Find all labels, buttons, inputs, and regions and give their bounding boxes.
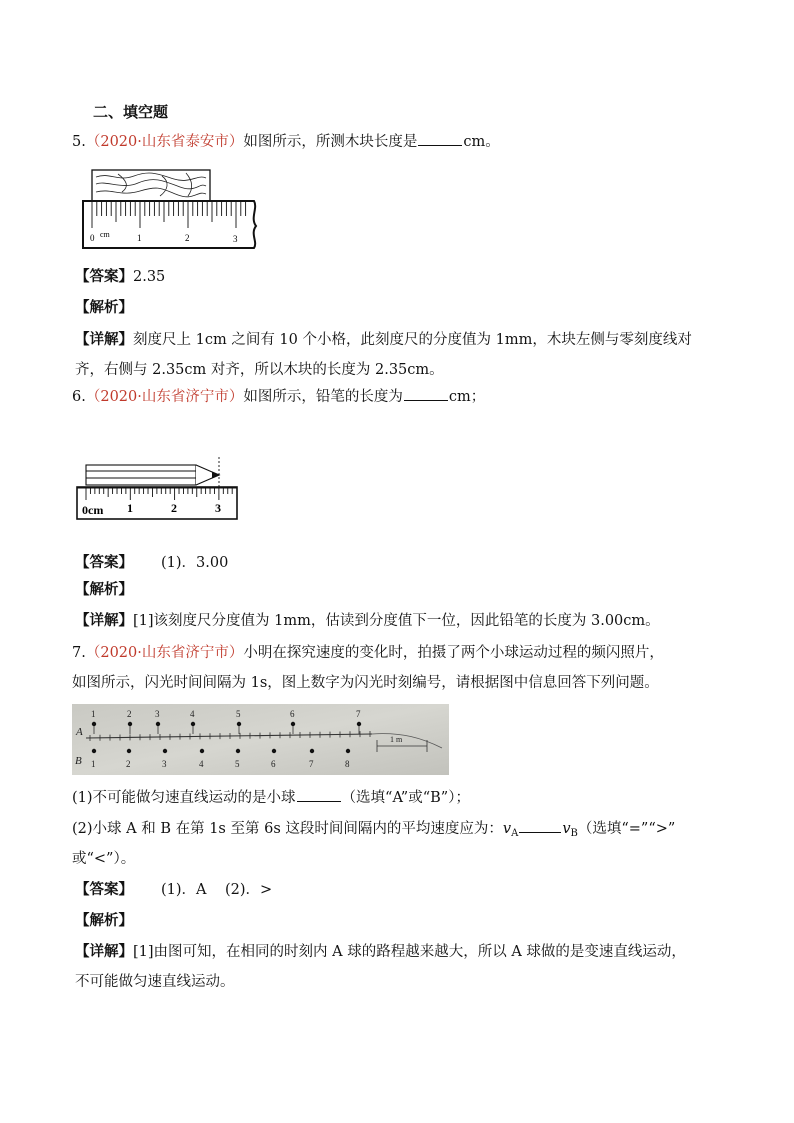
ball-a-number: 4 <box>190 709 195 719</box>
answer-value: (1)．A (2)．> <box>161 882 273 898</box>
question-number: 7. <box>72 645 86 661</box>
ruler-label-2: 2 <box>171 501 177 515</box>
ball-b-number: 5 <box>235 759 240 769</box>
ball-a-number: 5 <box>236 709 241 719</box>
detail-label: 【详解】 <box>75 332 133 348</box>
ball-a-dot <box>357 722 361 726</box>
pencil <box>86 465 219 485</box>
section-title: 二、填空题 <box>93 103 169 121</box>
detail-text: 刻度尺上 1cm 之间有 10 个小格，此刻度尺的分度值为 1mm，木块左侧与零刻度线对 <box>133 332 692 348</box>
ruler-label-1: 1 <box>127 501 133 515</box>
ball-a-number: 2 <box>127 709 132 719</box>
detail-text: [1]由图可知，在相同的时刻内 A 球的路程越来越大，所以 A 球做的是变速直线运动， <box>133 944 686 960</box>
detail-label: 【详解】 <box>75 613 133 629</box>
scale-label: 1 m <box>390 735 403 744</box>
ruler-body <box>83 201 256 248</box>
ball-b-dot <box>200 749 204 753</box>
detail-line <box>75 330 692 350</box>
ball-b-dot <box>346 749 350 753</box>
question-source: （2020·山东省泰安市） <box>85 134 244 150</box>
detail-text: [1]该刻度尺分度值为 1mm，估读到分度值下一位，因此铅笔的长度为 3.00cm。 <box>133 613 660 629</box>
ball-a-number: 7 <box>356 709 361 719</box>
sub-question-2 <box>72 818 675 844</box>
sub-question-hint: （选填“=”“>” <box>577 821 676 837</box>
answer-blank[interactable] <box>418 131 462 146</box>
answer-row-6 <box>75 553 228 573</box>
answer-blank[interactable] <box>404 386 448 401</box>
ball-b-number: 6 <box>271 759 276 769</box>
question-source: （2020·山东省济宁市） <box>85 389 244 405</box>
answer-label: 【答案】 <box>75 555 133 571</box>
sub-question-hint: （选填“A”或“B”）； <box>341 790 470 806</box>
ball-a-dot <box>237 722 241 726</box>
detail-line-2: 不可能做匀速直线运动。 <box>75 974 235 990</box>
ruler-label-1: 1 <box>137 233 142 243</box>
velocity-symbol: v <box>502 821 512 837</box>
ruler-label-0: 0 <box>90 233 95 243</box>
ball-a-dot <box>128 722 132 726</box>
answer-row-5 <box>75 267 165 287</box>
ball-b-dot <box>310 749 314 753</box>
ball-b-dot <box>92 749 96 753</box>
ball-b-number: 1 <box>91 759 96 769</box>
ruler-label-3: 3 <box>233 234 238 244</box>
ball-b-number: 4 <box>199 759 204 769</box>
analysis-label: 【解析】 <box>75 582 133 598</box>
question-text: 小明在探究速度的变化时，拍摄了两个小球运动过程的频闪照片， <box>243 645 664 661</box>
ruler-label-0cm: 0cm <box>82 503 104 517</box>
ball-a-dot <box>92 722 96 726</box>
answer-label: 【答案】 <box>75 882 133 898</box>
sub-question-text: (1)不可能做匀速直线运动的是小球 <box>72 790 296 806</box>
question-6 <box>72 386 485 407</box>
ruler-label-cm: cm <box>100 230 110 239</box>
ball-b-dot <box>272 749 276 753</box>
ball-b-number: 2 <box>126 759 131 769</box>
ball-a-number: 3 <box>155 709 160 719</box>
ball-b-label: B <box>75 755 82 767</box>
analysis-label: 【解析】 <box>75 300 133 316</box>
question-text: 如图所示，铅笔的长度为 <box>243 389 403 405</box>
question-number: 5. <box>72 134 86 150</box>
question-text: 如图所示，所测木块长度是 <box>243 134 418 150</box>
answer-row-7 <box>75 880 272 900</box>
strobe-photo <box>72 704 449 775</box>
question-7 <box>72 643 664 663</box>
ball-b-number: 7 <box>309 759 314 769</box>
ball-a-dot <box>191 722 195 726</box>
ball-b-number: 8 <box>345 759 350 769</box>
analysis-label: 【解析】 <box>75 913 133 929</box>
answer-value: (1)．3.00 <box>161 555 229 571</box>
detail-line <box>75 942 686 962</box>
answer-value: 2.35 <box>133 269 166 285</box>
velocity-symbol: v <box>562 821 571 837</box>
question-text-line-2: 如图所示，闪光时间间隔为 1s，图上数字为闪光时刻编号，请根据图中信息回答下列问题。 <box>72 675 659 691</box>
ball-b-dot <box>163 749 167 753</box>
detail-line <box>75 611 660 631</box>
velocity-subscript-a: A <box>511 828 519 839</box>
ruler-label-2: 2 <box>185 233 190 243</box>
ball-a-dot <box>156 722 160 726</box>
ruler-pencil-figure <box>72 455 242 523</box>
ruler-wood-block-figure <box>78 168 260 252</box>
sub-question-1 <box>72 787 470 808</box>
answer-blank[interactable] <box>297 787 341 802</box>
ball-a-number: 6 <box>290 709 295 719</box>
ball-a-dot <box>291 722 295 726</box>
question-unit: cm。 <box>463 134 500 150</box>
sub-question-text: (2)小球 A 和 B 在第 1s 至第 6s 这段时间间隔内的平均速度应为： <box>72 821 503 837</box>
ball-a-number: 1 <box>91 709 96 719</box>
velocity-subscript-b: B <box>570 828 578 839</box>
answer-blank[interactable] <box>519 818 561 833</box>
ball-b-number: 3 <box>162 759 167 769</box>
ball-b-dot <box>236 749 240 753</box>
ruler-label-3: 3 <box>215 501 221 515</box>
answer-label: 【答案】 <box>75 269 133 285</box>
ball-b-dot <box>127 749 131 753</box>
question-5 <box>72 131 500 152</box>
question-source: （2020·山东省济宁市） <box>85 645 244 661</box>
detail-label: 【详解】 <box>75 944 133 960</box>
question-unit: cm； <box>448 389 486 405</box>
detail-line-2: 齐，右侧与 2.35cm 对齐，所以木块的长度为 2.35cm。 <box>75 362 444 378</box>
sub-question-2-line-2: 或“<”）。 <box>72 851 136 867</box>
ball-a-label: A <box>76 726 83 738</box>
question-number: 6. <box>72 389 86 405</box>
